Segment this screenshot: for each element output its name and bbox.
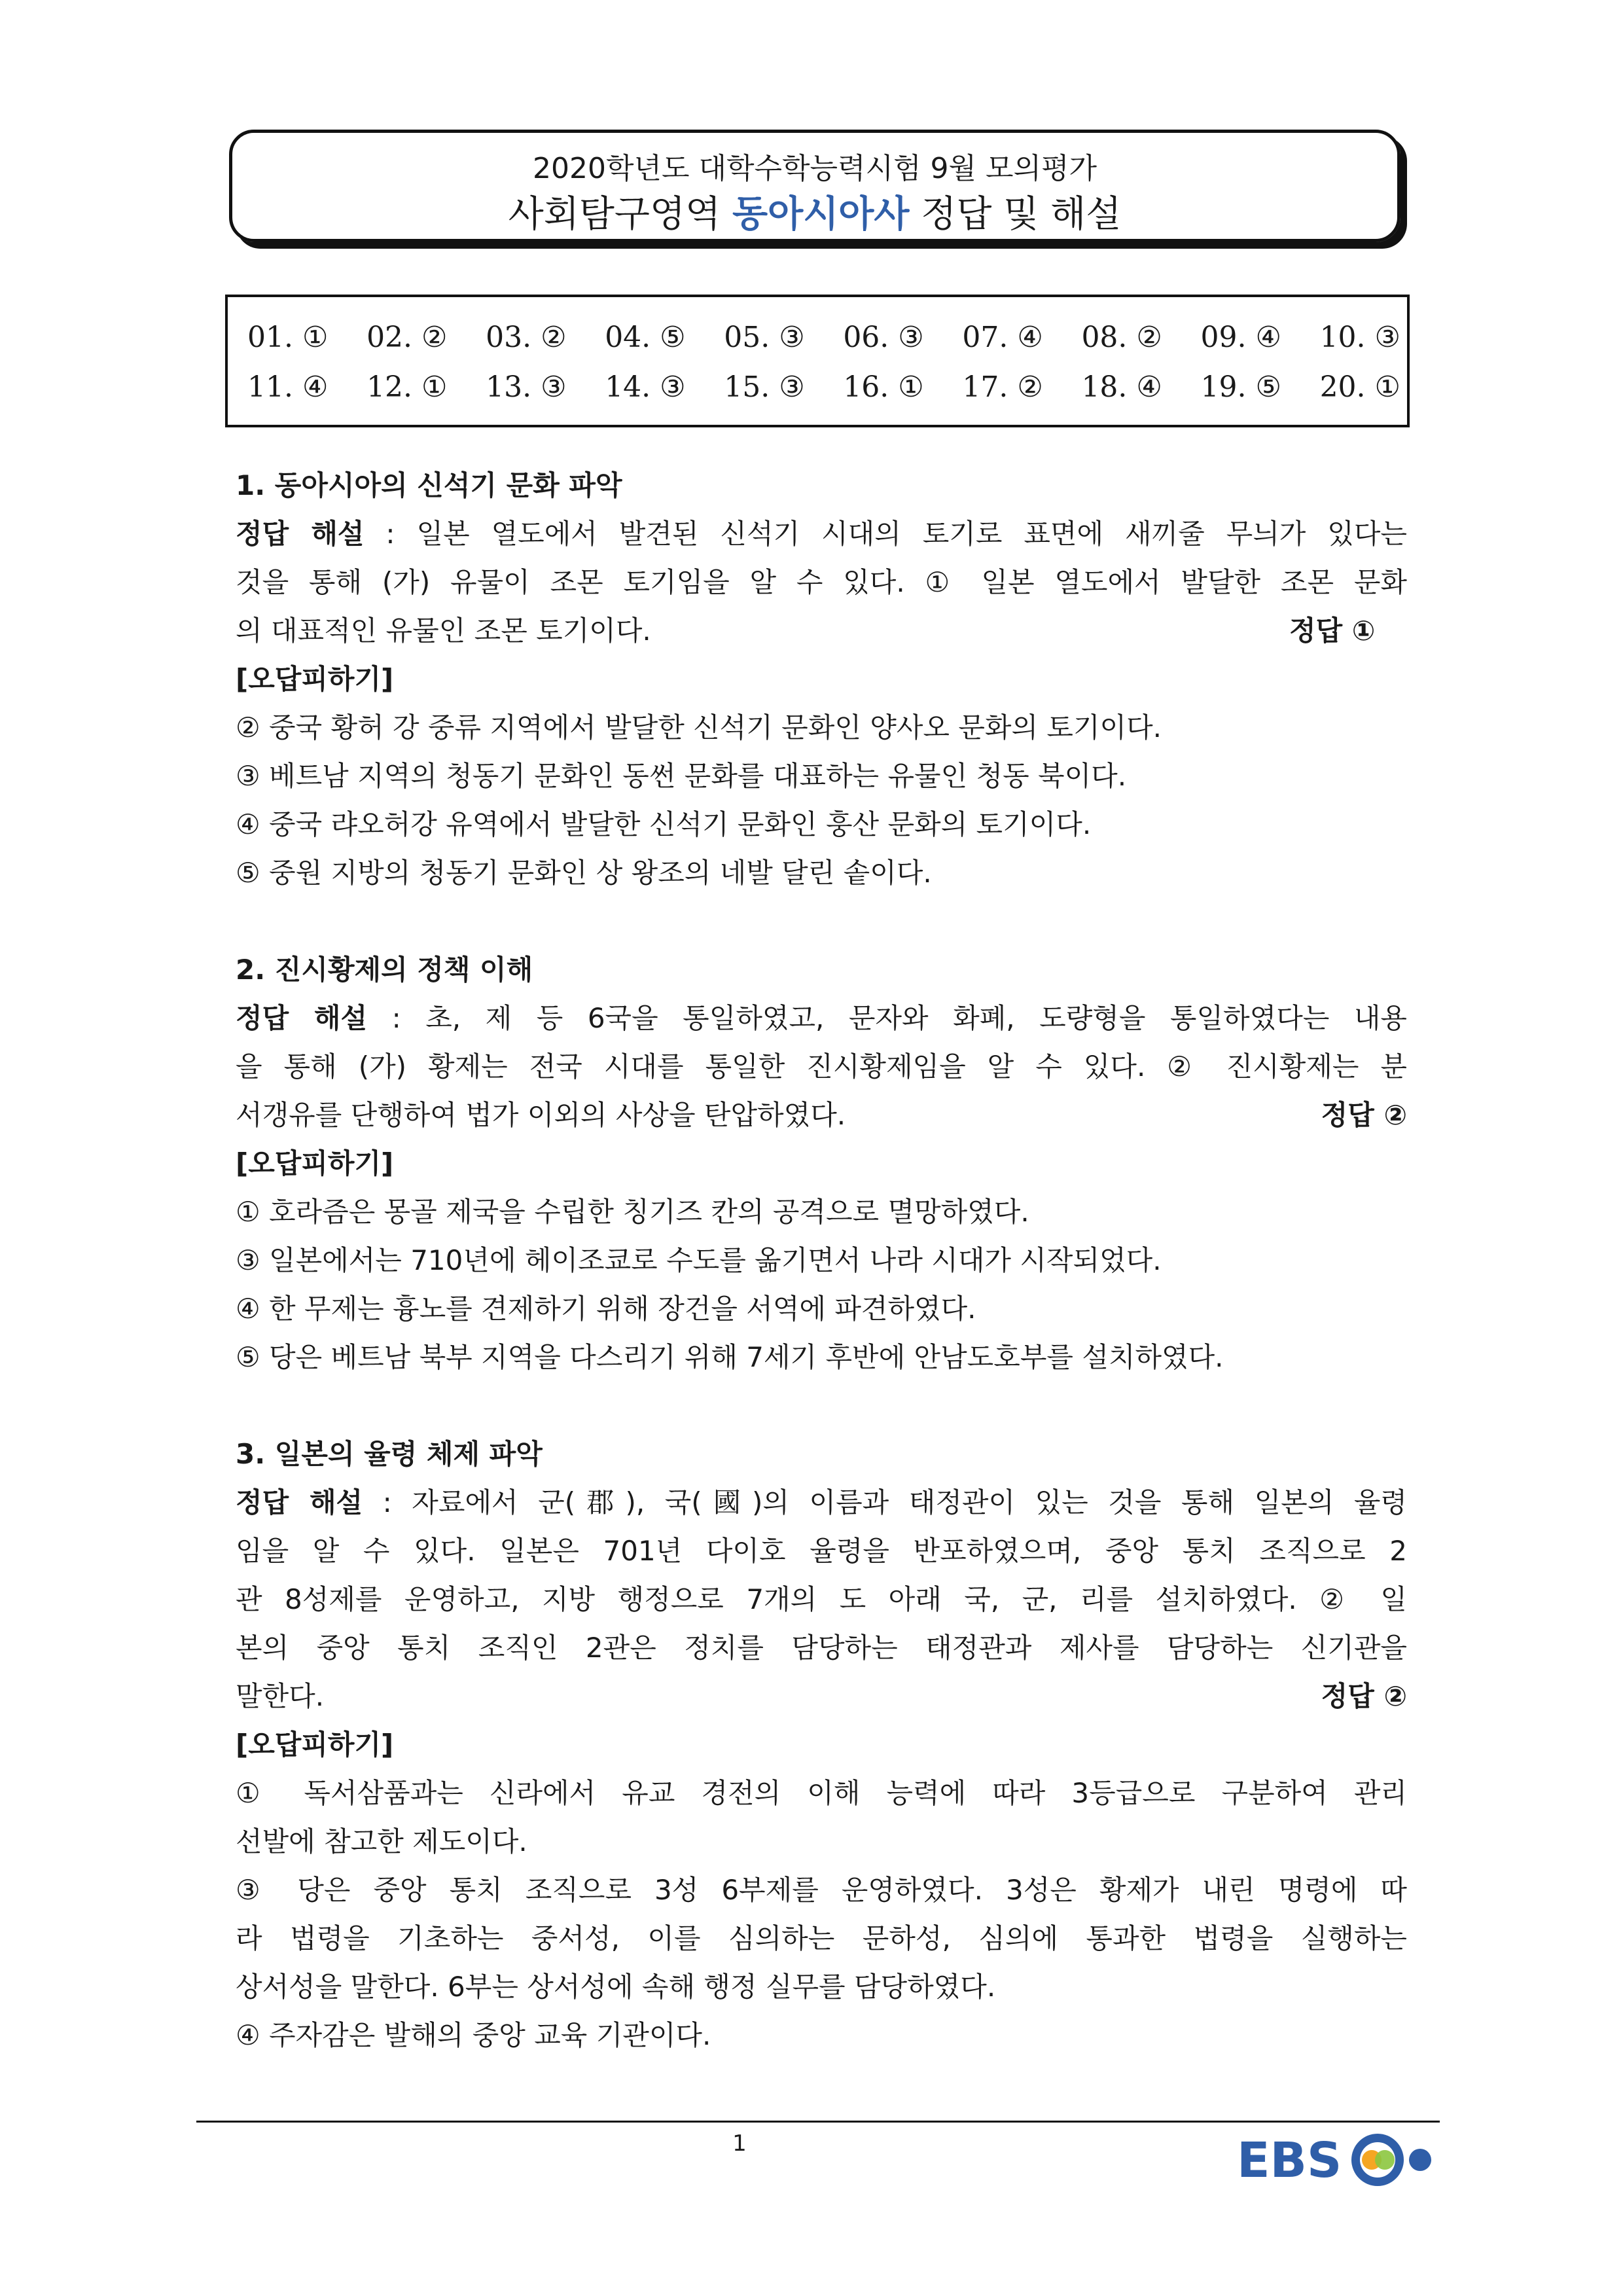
wrong-answer-line: ④ 중국 랴오허강 유역에서 발달한 신석기 문화인 훙산 문화의 토기이다. [236,808,1092,840]
answer-explanation-label: 정답 해설 [236,518,365,550]
explanation-line: 정답 해설 : 자료에서 군(郡), 국(國)의 이름과 태정관이 있는 것을 통해 일본의 율령 [236,1486,1407,1518]
explanation-content [236,461,1407,2060]
answer-item: 01. ① [247,321,329,354]
wrong-answers-heading: [오답피하기] [236,1147,394,1179]
answer-item: 11. ④ [247,370,329,404]
explanation-line: 정답 해설 : 초, 제 등 6국을 통일하였고, 문자와 화폐, 도량형을 통일하였다는 내용 [236,1002,1407,1034]
wrong-answers-heading: [오답피하기] [236,1729,394,1761]
subject-title-suffix: 정답 및 해설 [909,193,1122,236]
answer-item: 12. ① [366,370,448,404]
answer-item: 16. ① [843,370,924,404]
answer-item: 03. ② [486,321,567,354]
wrong-answer-line: ⑤ 당은 베트남 북부 지역을 다스리기 위해 7세기 후반에 안남도호부를 설치하였다. [236,1341,1224,1373]
answer-item: 04. ⑤ [605,321,686,354]
answer-explanation-label: 정답 해설 [236,1486,363,1518]
wrong-answer-line: ③ 당은 중앙 통치 조직으로 3성 6부제를 운영하였다. 3성은 황제가 내린 명령에 따 [236,1874,1407,1906]
question-heading: 2. 진시황제의 정책 이해 [236,954,533,986]
wrong-answer-line: ⑤ 중원 지방의 청동기 문화인 상 왕조의 네발 달린 솥이다. [236,857,932,889]
correct-answer: 정답 ① [1289,615,1376,647]
wrong-answer-line: ④ 한 무제는 흉노를 견제하기 위해 장건을 서역에 파견하였다. [236,1293,976,1325]
title-box [229,130,1400,242]
answer-explanation-label: 정답 해설 [236,1002,368,1034]
ebs-logo [1237,2127,1466,2193]
answer-item: 06. ③ [843,321,924,354]
exam-title: 2020학년도 대학수학능력시험 9월 모의평가 [533,152,1097,185]
explanation-line: 것을 통해 (가) 유물이 조몬 토기임을 알 수 있다. ① 일본 열도에서 발달한 조몬 문화 [236,566,1407,598]
ebs-logo-text: EBS [1237,2132,1342,2189]
explanation-line: 본의 중앙 통치 조직인 2관은 정치를 담당하는 태정관과 제사를 담당하는 신기관을 [236,1632,1407,1664]
correct-answer: 정답 ② [1321,1680,1407,1712]
answer-item: 19. ⑤ [1200,370,1281,404]
subject-name: 동아시아사 [732,193,910,236]
answer-item: 02. ② [366,321,448,354]
explanation-line: 임을 알 수 있다. 일본은 701년 다이호 율령을 반포하였으며, 중앙 통치 조직으로 2 [236,1535,1407,1567]
wrong-answer-line: ④ 주자감은 발해의 중앙 교육 기관이다. [236,2019,711,2051]
wrong-answer-line: ① 독서삼품과는 신라에서 유교 경전의 이해 능력에 따라 3등급으로 구분하여 관리 [236,1777,1407,1809]
explanation-line: 말한다. 정답 ② [236,1672,1407,1721]
explanation-line: 관 8성제를 운영하고, 지방 행정으로 7개의 도 아래 국, 군, 리를 설치하였다. ② 일 [236,1583,1407,1615]
wrong-answer-line: 라 법령을 기초하는 중서성, 이를 심의하는 문하성, 심의에 통과한 법령을 실행하는 [236,1922,1407,1954]
wrong-answer-line: ② 중국 황허 강 중류 지역에서 발달한 신석기 문화인 양사오 문화의 토기이다. [236,711,1162,744]
explanation-line: 서갱유를 단행하여 법가 이외의 사상을 탄압하였다. 정답 ② [236,1091,1407,1139]
answer-item: 07. ④ [962,321,1043,354]
subject-title [232,185,1397,238]
answer-row-1 [247,321,1400,354]
wrong-answer-line: ③ 베트남 지역의 청동기 문화인 동썬 문화를 대표하는 유물인 청동 북이다. [236,760,1127,792]
answer-key-box [225,295,1410,427]
wrong-answer-line: 상서성을 말한다. 6부는 상서성에 속해 행정 실무를 담당하였다. [236,1971,996,2003]
question-heading: 1. 동아시아의 신석기 문화 파악 [236,469,622,501]
answer-item: 17. ② [962,370,1043,404]
answer-item: 13. ③ [486,370,567,404]
wrong-answer-line: ① 호라즘은 몽골 제국을 수립한 칭기즈 칸의 공격으로 멸망하였다. [236,1196,1029,1228]
page-number: 1 [732,2130,747,2157]
wrong-answers-heading: [오답피하기] [236,663,394,695]
answer-item: 08. ② [1081,321,1162,354]
answer-item: 18. ④ [1081,370,1162,404]
answer-item: 14. ③ [605,370,686,404]
question-heading: 3. 일본의 율령 체제 파악 [236,1438,543,1470]
wrong-answer-line: ③ 일본에서는 710년에 헤이조쿄로 수도를 옮기면서 나라 시대가 시작되었다. [236,1244,1162,1276]
answer-item: 05. ③ [724,321,805,354]
answer-item: 09. ④ [1200,321,1281,354]
explanation-line: 의 대표적인 유물인 조몬 토기이다. 정답 ① [236,607,1407,655]
explanation-line: 을 통해 (가) 황제는 전국 시대를 통일한 진시황제임을 알 수 있다. ② 진시황제는 분 [236,1050,1407,1083]
answer-item: 20. ① [1319,370,1400,404]
answer-item: 15. ③ [724,370,805,404]
ebs-logo-icon [1348,2130,1466,2189]
correct-answer: 정답 ② [1321,1099,1407,1131]
footer-divider [196,2121,1440,2123]
answer-item: 10. ③ [1319,321,1400,354]
wrong-answer-line: 선발에 참고한 제도이다. [236,1825,527,1857]
answer-row-2 [247,370,1400,404]
subject-title-prefix: 사회탐구영역 [508,193,732,236]
explanation-line: 정답 해설 : 일본 열도에서 발견된 신석기 시대의 토기로 표면에 새끼줄 무늬가 있다는 [236,518,1407,550]
